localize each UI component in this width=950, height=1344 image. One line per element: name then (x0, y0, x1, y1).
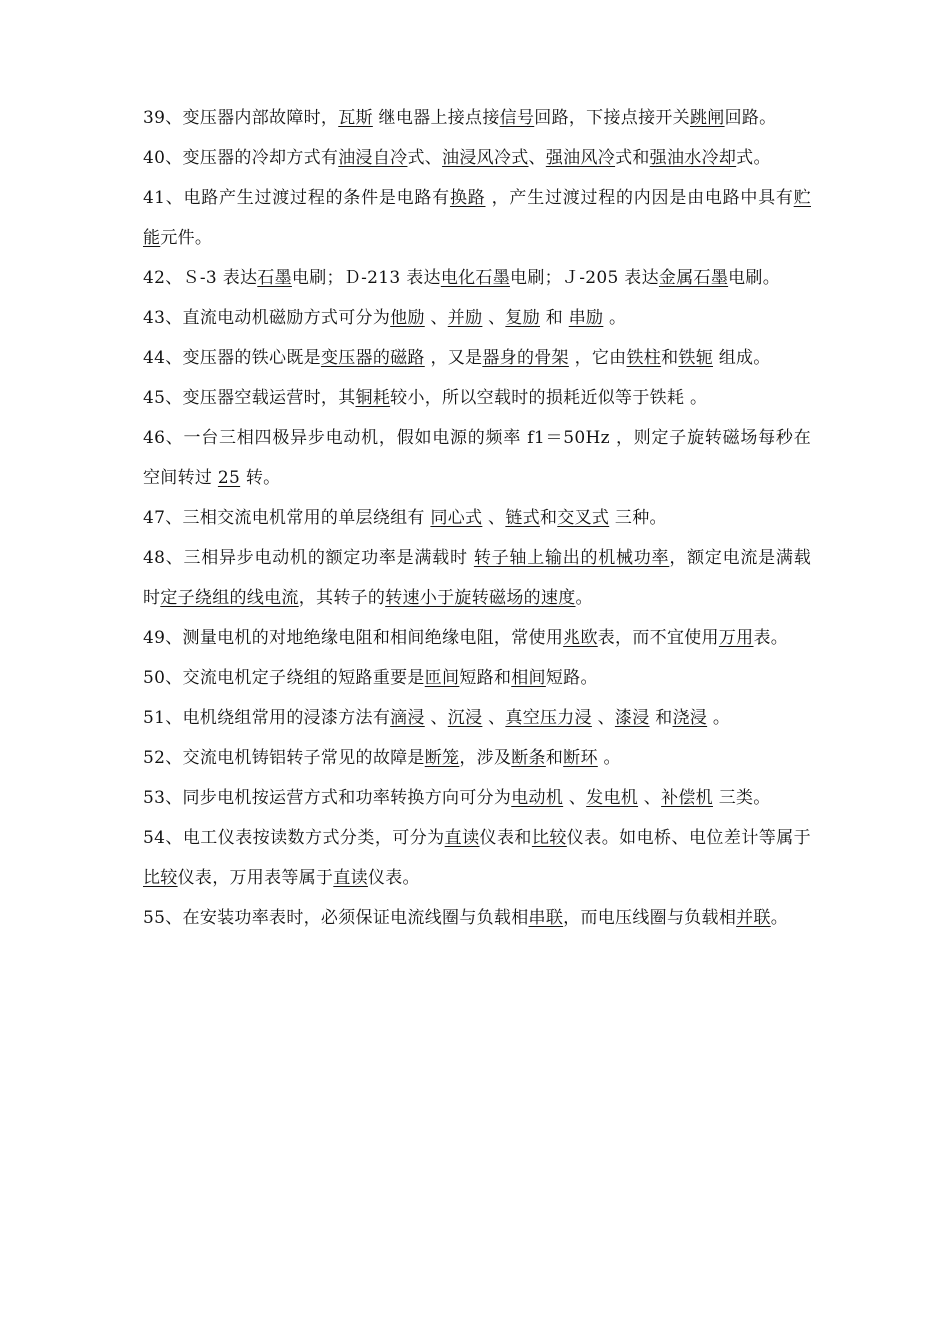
question-item (143, 378, 811, 418)
answer-blank: 金属石墨 (658, 268, 729, 288)
question-text: 短路。 (545, 668, 598, 688)
question-text: 回路，下接点接开关 (534, 108, 690, 128)
question-item (143, 418, 811, 498)
answer-blank: 匝间 (424, 668, 460, 688)
answer-blank: 沉浸 (447, 708, 483, 728)
answer-blank: 链式 (505, 508, 540, 528)
answer-blank: 换路 (449, 188, 486, 208)
question-text: 。 (770, 908, 789, 928)
question-text: 组成。 (713, 348, 771, 368)
answer-blank: 交叉式 (557, 508, 610, 528)
answer-blank: 瓦斯 (338, 108, 373, 128)
question-text: 42、Ｓ-3 表达 (143, 268, 258, 288)
answer-blank: 直读 (333, 868, 368, 888)
answer-blank: 信号 (499, 108, 535, 128)
answer-blank: 发电机 (586, 788, 639, 808)
question-text: 元件。 (160, 228, 213, 248)
question-text: 40、变压器的冷却方式有 (143, 148, 339, 168)
question-text: 47、三相交流电机常用的单层绕组有 (143, 508, 431, 528)
answer-blank: 串联 (528, 908, 564, 928)
question-text: 式和 (615, 148, 650, 168)
answer-blank: 转子轴上输出的机械功率 (473, 548, 670, 568)
question-text: 43、直流电动机磁励方式可分为 (143, 308, 391, 328)
answer-blank: 强油水冷却 (649, 148, 737, 168)
answer-blank: 石墨 (257, 268, 292, 288)
answer-blank: 同心式 (430, 508, 483, 528)
question-text: 式、 (407, 148, 443, 168)
question-text: 55、在安装功率表时，必须保证电流线圈与负载相 (143, 908, 529, 928)
question-text: ，涉及 (459, 748, 512, 768)
question-text: 54、电工仪表按读数方式分类，可分为 (143, 828, 445, 848)
answer-blank: 25 (217, 468, 241, 488)
answer-blank: 铁柱 (626, 348, 662, 368)
question-item (143, 738, 811, 778)
question-text: ，又是 (424, 348, 483, 368)
question-text: 三类。 (712, 788, 771, 808)
question-text: 、 (528, 148, 546, 168)
question-item (143, 138, 811, 178)
question-item (143, 778, 811, 818)
question-item (143, 658, 811, 698)
answer-blank: 兆欧 (563, 628, 598, 648)
question-text: 电刷。 (728, 268, 781, 288)
answer-blank: 并联 (736, 908, 771, 928)
question-text: 短路和 (459, 668, 512, 688)
question-text: 。 (575, 588, 593, 608)
question-text: 三种。 (609, 508, 667, 528)
question-text: 51、电机绕组常用的浸漆方法有 (143, 708, 391, 728)
question-item (143, 618, 811, 658)
answer-blank: 相间 (511, 668, 546, 688)
answer-blank: 比较 (143, 868, 178, 888)
answer-blank: 断条 (511, 748, 546, 768)
question-item (143, 698, 811, 738)
answer-blank: 电动机 (511, 788, 564, 808)
question-text: 、 (482, 708, 506, 728)
question-item (143, 298, 811, 338)
question-text: 仪表和 (479, 828, 532, 848)
question-item (143, 258, 811, 298)
question-text: 继电器上接点接 (372, 108, 500, 128)
answer-blank: 断环 (563, 748, 598, 768)
answer-blank: 铜耗 (355, 388, 391, 408)
question-text: ，其转子的 (298, 588, 386, 608)
question-item (143, 178, 811, 258)
question-text: 和 (540, 308, 569, 328)
answer-blank: 铁轭 (678, 348, 713, 368)
answer-blank: 复励 (505, 308, 540, 328)
answer-blank: 补偿机 (661, 788, 713, 808)
question-item (143, 898, 811, 938)
question-text: 、 (638, 788, 662, 808)
answer-blank: 浇浸 (672, 708, 708, 728)
question-text: ，产生过渡过程的内因是由电路中具有 (485, 188, 794, 208)
question-text: 44、变压器的铁心既是 (143, 348, 321, 368)
question-text: 回路。 (724, 108, 777, 128)
answer-blank: 器身的骨架 (482, 348, 569, 368)
question-text: 53、同步电机按运营方式和功率转换方向可分为 (143, 788, 512, 808)
question-text: 48、三相异步电动机的额定功率是满载时 (143, 548, 474, 568)
question-text: 和 (649, 708, 673, 728)
question-text: 表。 (753, 628, 789, 648)
answer-blank: 串励 (568, 308, 604, 328)
question-text: 39、变压器内部故障时， (143, 108, 339, 128)
question-text: 表，而不宜使用 (597, 628, 719, 648)
answer-blank: 跳闸 (689, 108, 725, 128)
question-text: 。 (597, 748, 621, 768)
answer-blank: 电化石墨 (440, 268, 511, 288)
question-text: 仪表。 (367, 868, 420, 888)
question-item (143, 498, 811, 538)
question-text: 较小，所以空载时的损耗近似等于铁耗 。 (390, 388, 708, 408)
question-text: 、 (424, 708, 448, 728)
question-list (143, 98, 811, 938)
question-text: 仪表，万用表等属于 (177, 868, 334, 888)
answer-blank: 贮能 (143, 188, 811, 248)
question-text: 45、变压器空载运营时，其 (143, 388, 356, 408)
answer-blank: 比较 (531, 828, 567, 848)
answer-blank: 油浸自冷 (338, 148, 408, 168)
question-text: 52、交流电机铸铝转子常见的故障是 (143, 748, 425, 768)
question-item (143, 538, 811, 618)
answer-blank: 油浸风冷式 (442, 148, 529, 168)
answer-blank: 并励 (447, 308, 483, 328)
question-text: ，额定电流是满载时 (143, 548, 811, 608)
question-item (143, 338, 811, 378)
question-text: 电刷；Ｄ-213 表达 (291, 268, 441, 288)
answer-blank: 万用 (718, 628, 754, 648)
question-text: 电刷；Ｊ-205 表达 (510, 268, 659, 288)
question-text: 式。 (736, 148, 771, 168)
answer-blank: 直读 (444, 828, 480, 848)
question-text: 。 (603, 308, 627, 328)
question-text: 、 (482, 308, 506, 328)
question-text: 和 (661, 348, 679, 368)
question-text: 、 (424, 308, 448, 328)
answer-blank: 真空压力浸 (505, 708, 592, 728)
question-text: 46、一台三相四极异步电动机，假如电源的频率 f1＝50Hz ，则定子旋转磁场每秒在空间转过 (143, 428, 811, 488)
question-text: 仪表。如电桥、电位差计等属于 (566, 828, 811, 848)
question-item (143, 98, 811, 138)
answer-blank: 定子绕组的线电流 (160, 588, 299, 608)
question-text: 50、交流电机定子绕组的短路重要是 (143, 668, 425, 688)
answer-blank: 强油风冷 (545, 148, 616, 168)
question-text: ，它由 (568, 348, 627, 368)
answer-blank: 断笼 (424, 748, 460, 768)
question-text: 、 (563, 788, 587, 808)
answer-blank: 漆浸 (614, 708, 650, 728)
question-text: 和 (539, 508, 558, 528)
answer-blank: 变压器的磁路 (320, 348, 425, 368)
question-text: 。 (707, 708, 731, 728)
question-text: 转。 (240, 468, 281, 488)
question-item (143, 818, 811, 898)
question-text: 、 (482, 508, 506, 528)
question-text: 41、电路产生过渡过程的条件是电路有 (143, 188, 450, 208)
question-text: 、 (591, 708, 615, 728)
question-text: 49、测量电机的对地绝缘电阻和相间绝缘电阻，常使用 (143, 628, 564, 648)
answer-blank: 滴浸 (390, 708, 425, 728)
question-text: 和 (545, 748, 564, 768)
answer-blank: 他励 (390, 308, 425, 328)
question-text: ，而电压线圈与负载相 (563, 908, 737, 928)
answer-blank: 转速小于旋转磁场的速度 (385, 588, 576, 608)
